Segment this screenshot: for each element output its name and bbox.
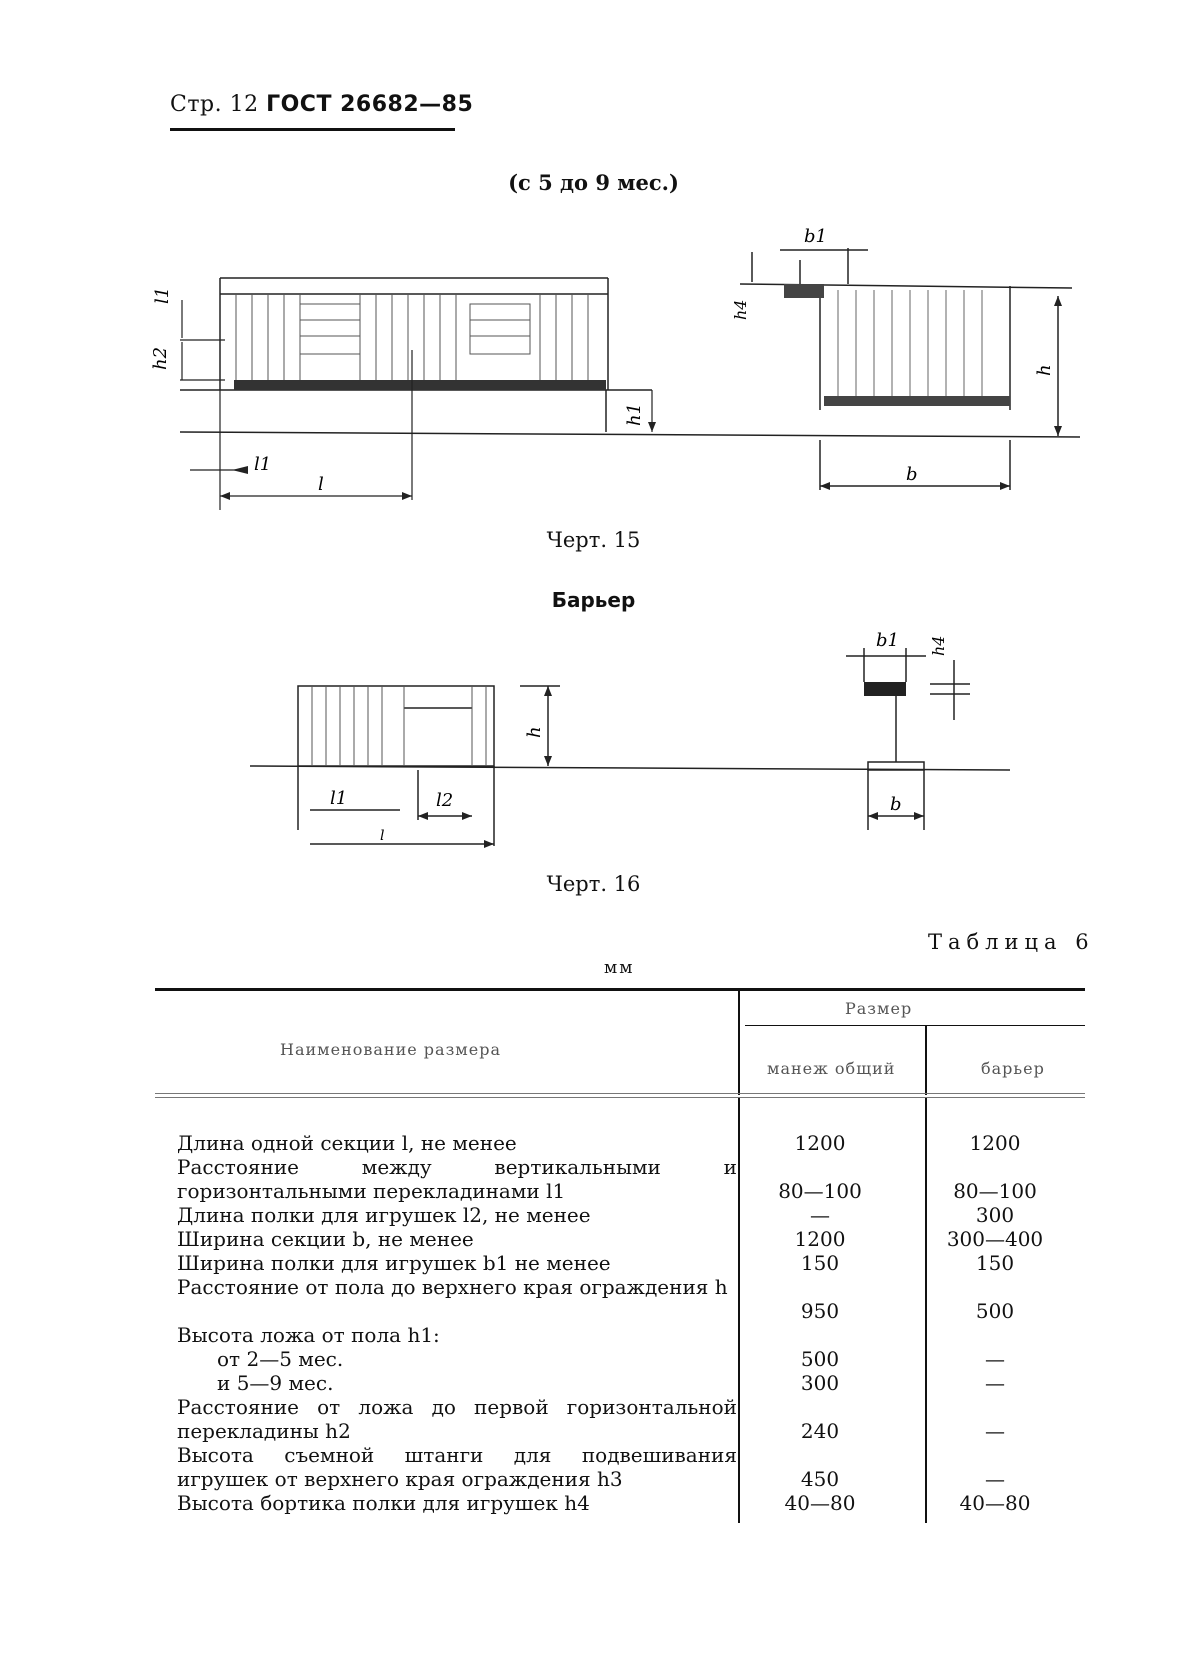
table-row: Высота бортика полки для игрушек h4 40—80 40—80 — [177, 1491, 1031, 1515]
figure-15-drawing — [0, 200, 1187, 520]
header-rule — [170, 128, 455, 131]
page-number: Стр. 12 — [170, 92, 259, 117]
table-label: Таблица 6 — [928, 930, 1095, 954]
label-l2-16: l2 — [436, 790, 454, 811]
figure-15-caption: Черт. 15 — [546, 528, 641, 552]
table-row: Расстояние от пола до верхнего края ограждения h 950 500 — [177, 1275, 1015, 1323]
table-body — [155, 1131, 1085, 1515]
table-header-rule — [155, 1093, 1085, 1094]
header-size: Размер — [845, 999, 913, 1018]
table-row: Высота ложа от пола h1: — [177, 1323, 440, 1347]
subtitle: (с 5 до 9 мес.) — [508, 170, 679, 195]
table-row: от 2—5 мес. 500 — — [217, 1347, 1005, 1371]
table-row: и 5—9 мес. 300 — — [217, 1371, 1005, 1395]
header-col2: барьер — [981, 1059, 1045, 1078]
standard-number: ГОСТ 26682—85 — [266, 92, 474, 117]
table-row: Расстояние от ложа до первой горизонтальной перекладины h2 240 — — [177, 1395, 1005, 1443]
figure-16-drawing — [0, 620, 1187, 860]
table-6 — [155, 985, 1085, 1545]
label-h-16: h — [524, 726, 545, 738]
label-h: h — [1034, 364, 1055, 376]
label-l1-bottom: l1 — [254, 454, 272, 475]
label-h2: h2 — [150, 346, 171, 370]
label-b1: b1 — [804, 226, 827, 247]
label-b1-16: b1 — [876, 630, 899, 651]
header-col1: манеж общий — [767, 1059, 896, 1078]
table-row: Ширина секции b, не менее 1200 300—400 — [177, 1227, 1044, 1251]
table-row: Длина одной секции l, не менее 1200 1200 — [177, 1131, 1021, 1155]
figure-16-caption: Черт. 16 — [546, 872, 641, 896]
label-h4: h4 — [731, 299, 750, 320]
label-b: b — [906, 464, 918, 485]
figure-16-title: Барьер — [551, 588, 636, 612]
table-size-rule — [745, 1025, 1085, 1026]
label-l1-16: l1 — [330, 788, 348, 809]
label-b-16: b — [890, 794, 902, 815]
table-vrule-2 — [925, 1026, 927, 1095]
label-l-16: l — [380, 828, 385, 844]
table-units: мм — [604, 958, 635, 978]
label-l: l — [318, 474, 324, 495]
table-row: Расстояние между вертикальными и горизонтальными перекладинами l1 80—100 80—100 — [177, 1155, 1037, 1203]
label-h4-16: h4 — [929, 635, 948, 656]
header-name: Наименование размера — [280, 1040, 501, 1059]
table-row: Высота съемной штанги для подвешивания игрушек от верхнего края ограждения h3 450 — — [177, 1443, 1005, 1491]
table-row: Ширина полки для игрушек b1 не менее 150 150 — [177, 1251, 1015, 1275]
table-top-rule — [155, 988, 1085, 991]
table-row: Длина полки для игрушек l2, не менее — 300 — [177, 1203, 1015, 1227]
label-l1-top: l1 — [152, 286, 173, 304]
table-header-rule-2 — [155, 1097, 1085, 1098]
page-header — [170, 92, 473, 117]
label-h1: h1 — [624, 402, 645, 426]
table-vrule-1 — [738, 991, 740, 1095]
